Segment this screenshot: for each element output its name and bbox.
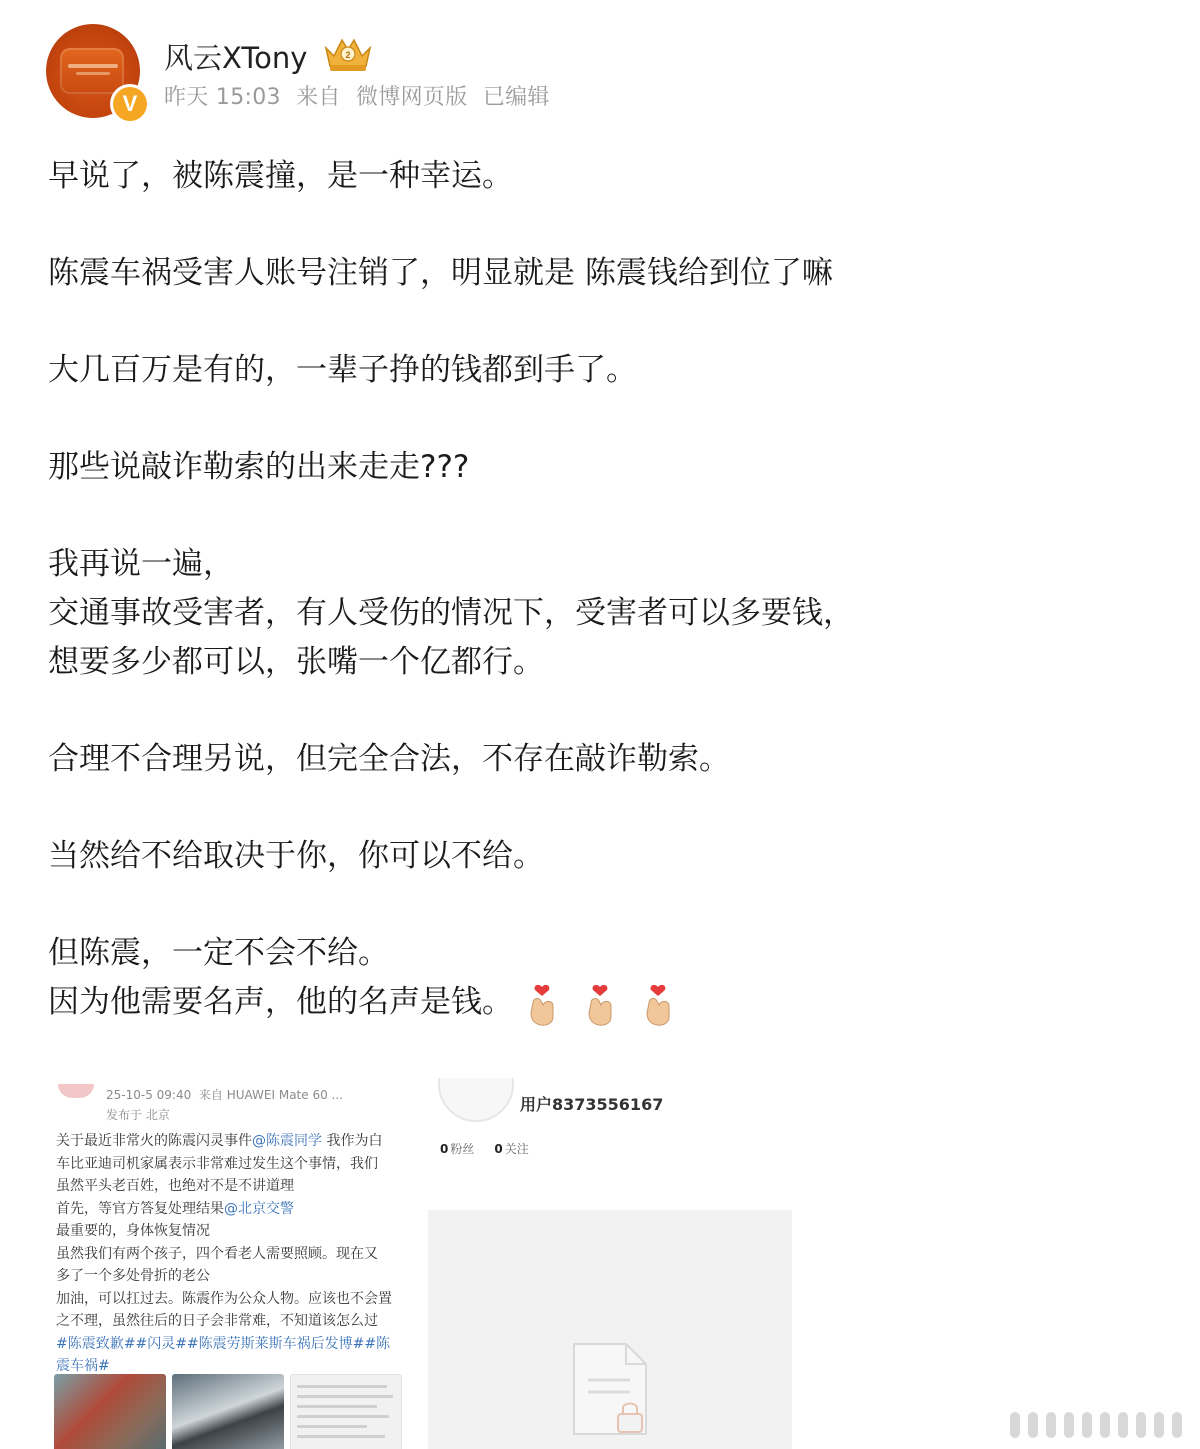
accident-photo	[54, 1374, 166, 1449]
followers-label: 粉丝	[450, 1142, 475, 1156]
post-text	[48, 152, 1148, 1076]
screenshot-time-text: 25-10-5 09:40	[106, 1088, 192, 1102]
paragraph	[48, 249, 1148, 298]
finger-heart-emoji-icon	[523, 983, 561, 1027]
screenshot-line: 之不理，虽然往后的日子会非常难，不知道该怎么过	[56, 1313, 378, 1329]
finger-heart-emoji-icon	[639, 983, 677, 1027]
svg-text:2: 2	[345, 50, 351, 60]
avatar[interactable]	[46, 24, 140, 118]
screenshot-line: 关于最近非常火的陈震闪灵事件@陈震同学 我作为白	[56, 1133, 383, 1149]
text-line: 交通事故受害者，有人受伤的情况下，受害者可以多要钱，	[48, 595, 854, 631]
profile-stats	[440, 1140, 529, 1157]
paragraph	[48, 540, 1148, 687]
following-label: 关注	[504, 1142, 529, 1156]
hashtag-line: 震车祸#	[56, 1358, 110, 1374]
paragraph	[48, 443, 1148, 492]
paragraph	[48, 152, 1148, 201]
screenshot-location: 发布于 北京	[106, 1108, 170, 1122]
text-line: 当然给不给取决于你，你可以不给。	[48, 838, 544, 874]
text-line: 我再说一遍，	[48, 546, 234, 582]
paragraph	[48, 346, 1148, 395]
screenshot-post-time	[106, 1086, 343, 1103]
text-line: 陈震车祸受害人账号注销了，明显就是 陈震钱给到位了嘛	[48, 255, 833, 291]
followers-count: 0	[440, 1142, 449, 1156]
verified-mark: V	[113, 87, 147, 121]
screenshot-line: 最重要的，身体恢复情况	[56, 1223, 210, 1239]
text-line-with-emoji	[48, 978, 1148, 1028]
screenshot-line: 车比亚迪司机家属表示非常难过发生这个事情，我们	[56, 1155, 378, 1172]
screenshot-line: 首先，等官方答复处理结果@北京交警	[56, 1200, 294, 1217]
screenshot-line: 虽然平头老百姓，也绝对不是不讲道理	[56, 1178, 294, 1194]
text-line: 因为他需要名声，他的名声是钱。	[48, 984, 513, 1020]
screenshot-line: 加油，可以扛过去。陈震作为公众人物。应该也不会置	[56, 1290, 392, 1307]
text-line: 想要多少都可以，张嘴一个亿都行。	[48, 644, 544, 680]
mention-link: @北京交警	[224, 1200, 294, 1217]
screenshot-line: 虽然我们有两个孩子，四个看老人需要照顾。现在又	[56, 1245, 378, 1262]
text-line: 合理不合理另说，但完全合法，不存在敲诈勒索。	[48, 741, 730, 777]
screenshot-image-row	[54, 1374, 410, 1449]
crown-badge-icon	[320, 34, 376, 74]
locked-document-icon	[568, 1340, 652, 1438]
source-prefix: 来自	[296, 85, 341, 110]
screenshot-line: 多了一个多处骨折的老公	[56, 1268, 210, 1284]
verified-badge-icon	[110, 84, 150, 124]
screenshot-source-text: 来自 HUAWEI Mate 60 ...	[198, 1088, 343, 1102]
paragraph	[48, 735, 1148, 784]
paragraph	[48, 929, 1148, 1028]
post-timestamp[interactable]: 昨天 15:03	[164, 85, 281, 110]
text-line: 但陈震，一定不会不给。	[48, 935, 389, 971]
username[interactable]: 风云XTony	[164, 41, 308, 75]
embedded-screenshot-profile[interactable]	[428, 1078, 798, 1449]
text-line: 那些说敲诈勒索的出来走走???	[48, 449, 470, 485]
deleted-user-avatar	[438, 1078, 514, 1122]
image-count-indicator-icon	[1010, 1404, 1190, 1444]
screenshot-post-body	[56, 1130, 408, 1378]
text-line: 早说了，被陈震撞，是一种幸运。	[48, 158, 513, 194]
mention-link: @陈震同学	[252, 1133, 322, 1149]
text-line: 大几百万是有的，一辈子挣的钱都到手了。	[48, 352, 637, 388]
empty-content-panel	[428, 1210, 792, 1449]
document-photo	[290, 1374, 402, 1449]
finger-heart-emoji-icon	[581, 983, 619, 1027]
car-photo	[172, 1374, 284, 1449]
following-count: 0	[494, 1142, 503, 1156]
edited-label[interactable]: 已编辑	[482, 85, 550, 110]
embedded-screenshot-post[interactable]	[54, 1078, 410, 1449]
post-source: 微博网页版	[356, 85, 468, 110]
screenshot-avatar	[58, 1084, 94, 1098]
hashtag-line: #陈震致歉##闪灵##陈震劳斯莱斯车祸后发博##陈	[56, 1335, 391, 1352]
deleted-username: 用户8373556167	[520, 1095, 664, 1114]
emoji-group	[523, 979, 687, 1028]
post-meta	[164, 80, 558, 111]
paragraph	[48, 832, 1148, 881]
